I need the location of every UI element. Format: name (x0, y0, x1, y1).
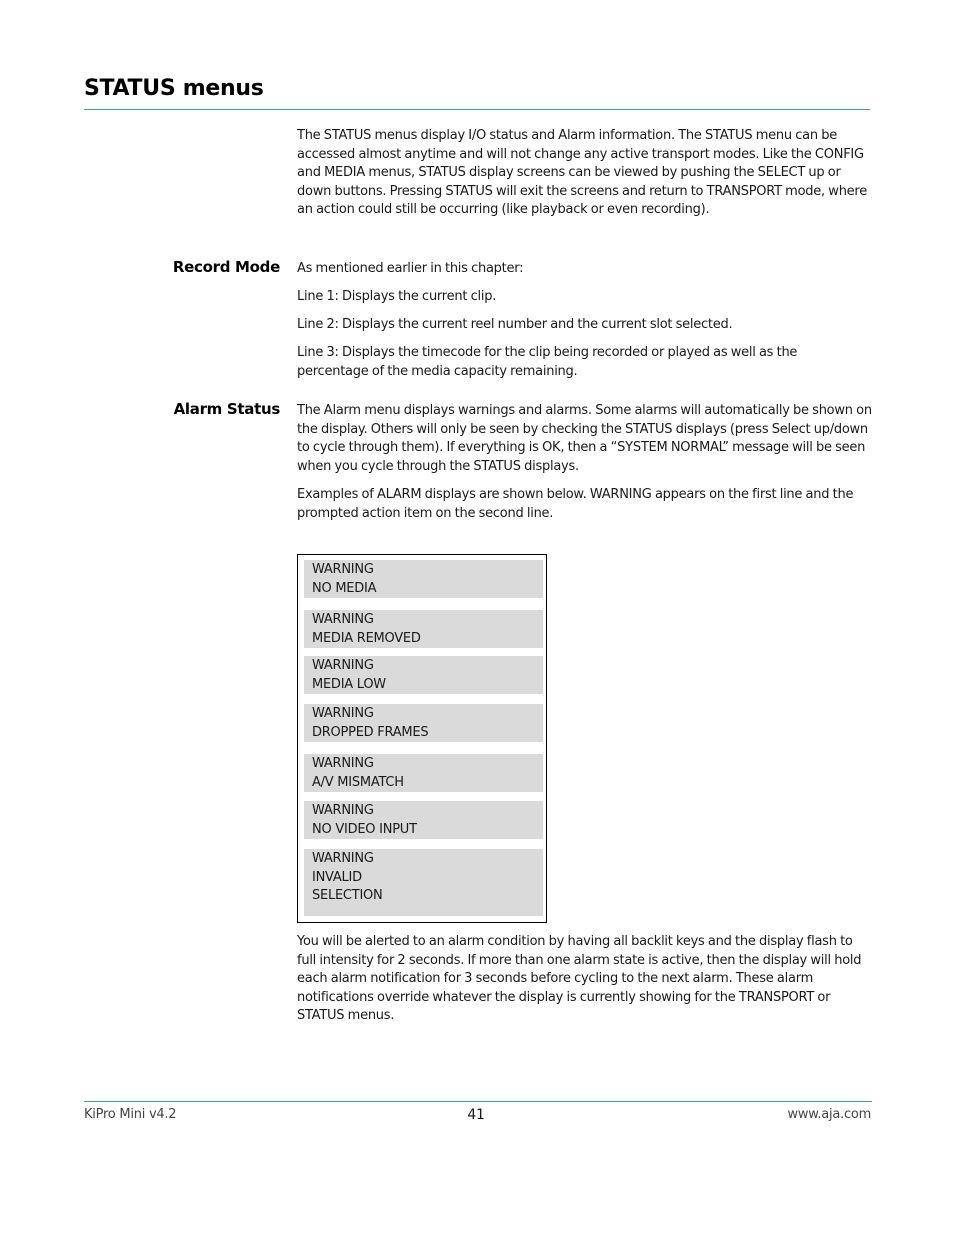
record-mode-heading: Record Mode (172, 258, 280, 276)
alarm-line: MEDIA LOW (312, 676, 386, 692)
intro-paragraph: The STATUS menus display I/O status and Alarm information. The STATUS menu can be accessed almost anytime and will not change any active transport modes. Like the CONFIG and MEDIA menus, STATUS display screens can be viewed by pushing the SELECT up or down buttons. Pressing STATUS will exit the screens and return to TRANSPORT mode, where an action could still be occurring (like playback or even recording). (297, 128, 867, 218)
alarm-example-item (304, 656, 543, 694)
alarm-line: INVALID (312, 869, 362, 885)
footer-website-link[interactable]: www.aja.com (787, 1107, 871, 1122)
alarm-example-item (304, 610, 543, 648)
alarm-line: A/V MISMATCH (312, 774, 404, 790)
record-mode-line: Line 3: Displays the timecode for the clip being recorded or played as well as the percentage of the media capacity remaining. (297, 345, 798, 379)
alarm-line: SELECTION (312, 888, 383, 904)
alarm-line: MEDIA REMOVED (312, 630, 421, 646)
alarm-line: WARNING (312, 706, 374, 721)
alarm-line: WARNING (312, 803, 374, 818)
alarm-line: WARNING (312, 562, 374, 577)
alarm-line: NO MEDIA (312, 580, 377, 596)
alarm-example-item (304, 704, 543, 742)
alarm-line: WARNING (312, 756, 374, 771)
page-number: 41 (467, 1107, 485, 1123)
record-mode-line: Line 2: Displays the current reel number and the current slot selected. (297, 317, 733, 332)
alarm-line: DROPPED FRAMES (312, 724, 429, 740)
alarm-example-item (304, 801, 543, 839)
title-divider (84, 109, 870, 110)
alarm-example-item (304, 754, 543, 792)
alarm-example-item (304, 560, 543, 598)
page-title: STATUS menus (84, 76, 264, 101)
alarm-display-examples (297, 554, 547, 923)
alarm-status-heading: Alarm Status (173, 400, 280, 418)
footer-product-version: KiPro Mini v4.2 (84, 1107, 177, 1122)
alarm-line: WARNING (312, 851, 374, 866)
record-mode-line: As mentioned earlier in this chapter: (297, 261, 524, 276)
alarm-alert-paragraph: You will be alerted to an alarm condition by having all backlit keys and the display flash to full intensity for 2 seconds. If more than one alarm state is active, then the display will hold each alarm notification for 3 seconds before cycling to the next alarm. These alarm notifications override whatever the display is currently showing for the TRANSPORT or STATUS menus. (297, 934, 862, 1024)
alarm-line: WARNING (312, 612, 374, 627)
record-mode-line: Line 1: Displays the current clip. (297, 289, 497, 304)
alarm-line: NO VIDEO INPUT (312, 821, 417, 837)
alarm-example-item (304, 849, 543, 916)
alarm-line: WARNING (312, 658, 374, 673)
footer-divider (84, 1101, 872, 1102)
alarm-status-paragraph: The Alarm menu displays warnings and alarms. Some alarms will automatically be shown on the display. Others will only be seen by checking the STATUS displays (press Select up/down to cycle through them). If everything is OK, then a “SYSTEM NORMAL” message will be seen when you cycle through the STATUS displays. (297, 403, 872, 474)
alarm-examples-paragraph: Examples of ALARM displays are shown below. WARNING appears on the first line and the prompted action item on the second line. (297, 487, 854, 521)
